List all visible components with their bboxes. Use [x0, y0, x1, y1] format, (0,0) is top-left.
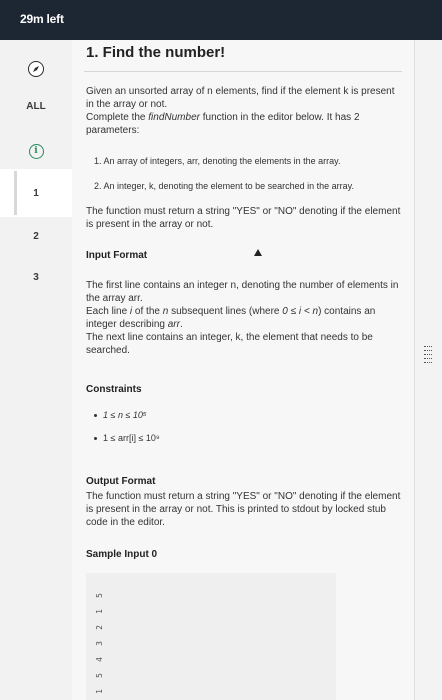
var-i: i	[129, 306, 133, 317]
sidebar-item-label: 3	[33, 271, 39, 283]
question-panel	[72, 40, 414, 700]
constraint-item	[94, 433, 160, 443]
sample-input-line: 2	[94, 625, 104, 630]
sample-input-line: 1	[94, 609, 104, 614]
constraint-text: 1 ≤ n ≤ 10⁵	[103, 410, 147, 420]
input-line-2c: subsequent lines (where	[168, 306, 283, 317]
output-format-heading: Output Format	[86, 476, 156, 487]
input-format-heading: Input Format	[86, 250, 148, 261]
index-range: 0 ≤ i < n	[282, 306, 319, 317]
sidebar-item-label: 2	[33, 230, 39, 242]
input-line-3: The next line contains an integer, k, the element that needs to be searched.	[86, 332, 373, 356]
editor-panel-edge	[414, 40, 442, 700]
sample-input-box	[86, 573, 336, 700]
question-sidebar	[0, 40, 72, 700]
sidebar-item-question-3[interactable]	[0, 253, 72, 301]
input-line-2d: ) contains an integer describing	[86, 306, 376, 330]
info-icon: i	[29, 144, 44, 159]
input-line-2b: of the	[132, 306, 163, 317]
sample-input-line: 1	[94, 689, 104, 694]
sidebar-item-all[interactable]	[0, 82, 72, 130]
intro-text	[86, 85, 404, 137]
mouse-cursor-icon	[254, 249, 262, 256]
sample-input-line: 5	[94, 593, 104, 598]
scroll-grip-icon[interactable]	[424, 346, 432, 368]
var-n: n	[162, 306, 169, 317]
input-format-text	[86, 279, 404, 357]
function-name: findNumber	[148, 112, 200, 123]
sample-input-line: 5	[94, 673, 104, 678]
constraint-item	[94, 410, 147, 420]
input-line-2e: .	[179, 319, 183, 330]
timer-label: 29m left	[20, 12, 64, 26]
page-title: 1. Find the number!	[86, 44, 226, 61]
sample-input-line: 3	[94, 641, 104, 646]
title-divider	[84, 71, 402, 72]
input-line-1: The first line contains an integer n, denoting the number of elements in the array arr.	[86, 280, 399, 304]
sample-input-heading: Sample Input 0	[86, 549, 158, 560]
intro-line-2: Complete the	[86, 112, 149, 123]
intro-line-2-rest: function in the editor below. It has 2 parameters:	[86, 112, 360, 136]
var-arr: arr	[167, 319, 180, 330]
output-format-text: The function must return a string "YES" or "NO" denoting if the element is present in the array or not. This is printed to stdout by locked stub code in the editor.	[86, 491, 401, 528]
input-line-2: Each line	[86, 306, 130, 317]
compass-icon	[28, 61, 44, 77]
parameter-item: 2. An integer, k, denoting the element to be searched in the array.	[94, 181, 355, 191]
parameter-item: 1. An array of integers, arr, denoting the elements in the array.	[94, 156, 341, 166]
sidebar-item-question-1[interactable]	[0, 169, 72, 217]
intro-line-1: Given an unsorted array of n elements, find if the element k is present in the array or not.	[86, 86, 395, 110]
top-bar	[0, 0, 442, 40]
constraints-heading: Constraints	[86, 384, 142, 395]
sidebar-item-all-label: ALL	[26, 100, 46, 112]
constraint-text: 1 ≤ arr[i] ≤ 10⁹	[103, 433, 160, 443]
sample-input-line: 4	[94, 657, 104, 662]
sidebar-item-label: 1	[33, 187, 39, 199]
sidebar-info-button[interactable]	[0, 127, 72, 175]
return-text: The function must return a string "YES" or "NO" denoting if the element is present in the array or not.	[86, 206, 401, 230]
